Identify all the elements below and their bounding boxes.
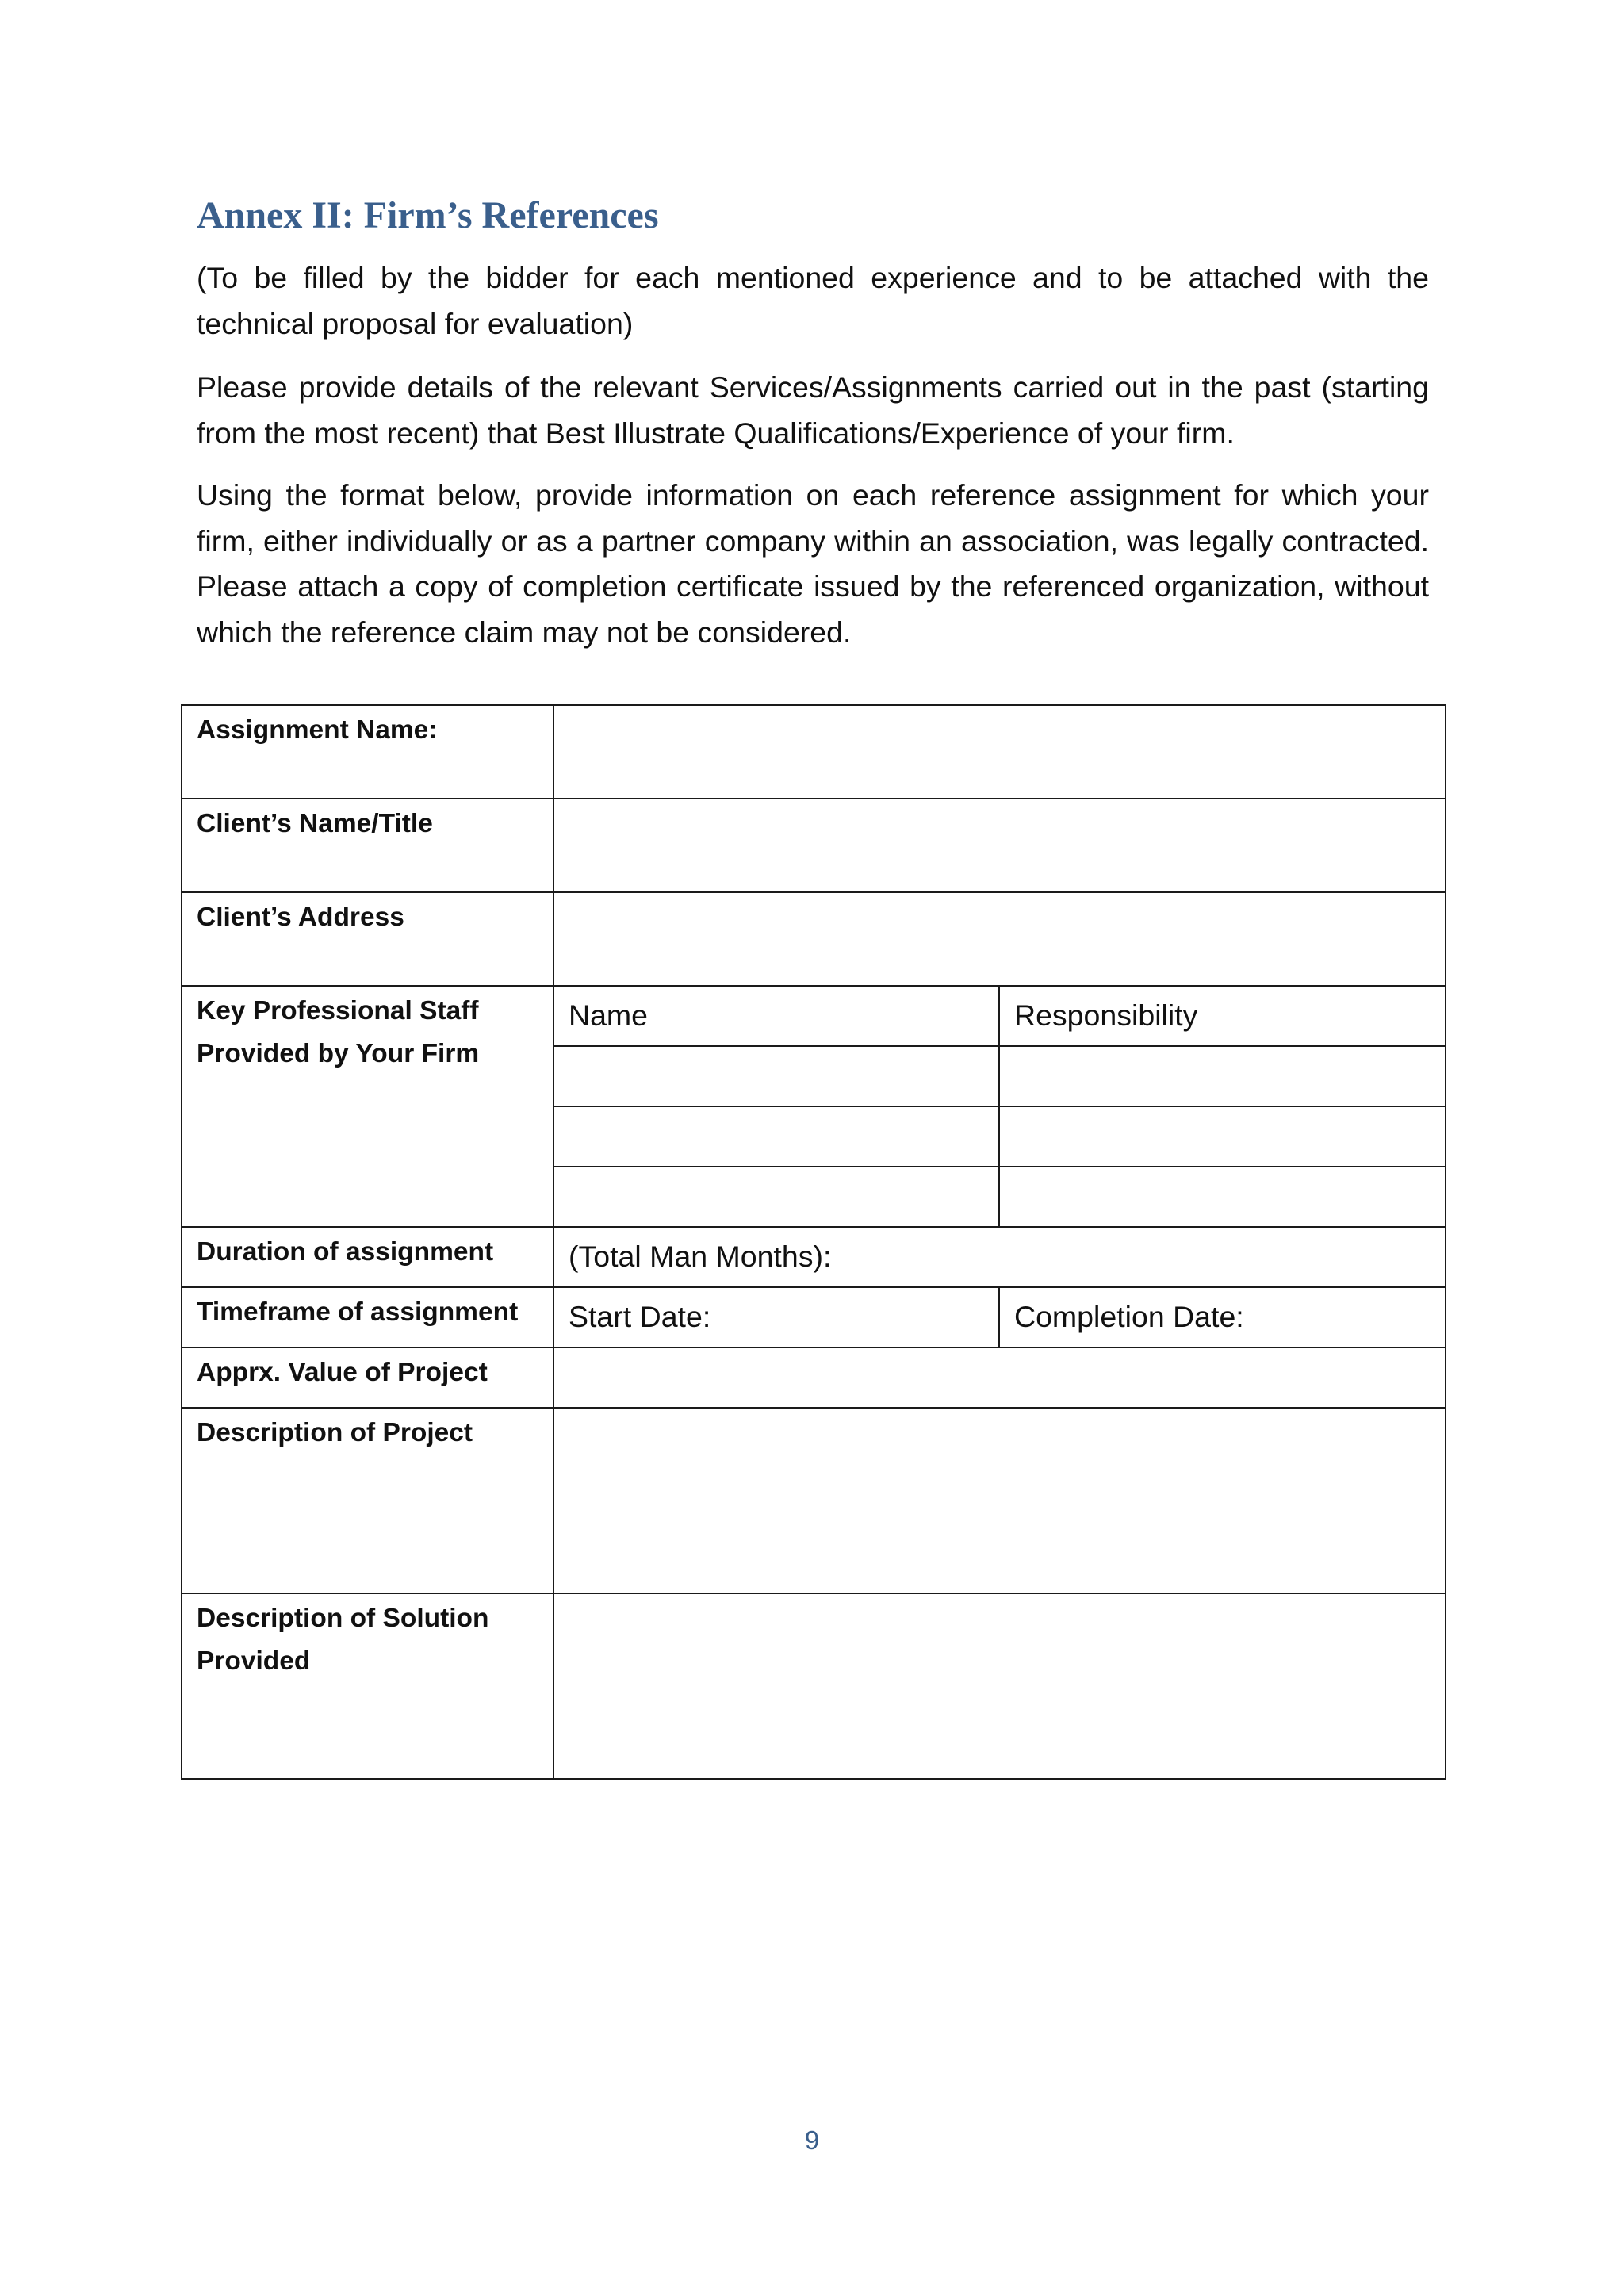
client-address-field[interactable] [553,892,1446,986]
staff-responsibility-header: Responsibility [999,986,1446,1046]
staff-responsibility-field[interactable] [999,1167,1446,1227]
assignment-name-label: Assignment Name: [182,705,553,799]
duration-field[interactable]: (Total Man Months): [553,1227,1446,1287]
client-name-row [182,799,1446,892]
project-description-label: Description of Project [182,1408,553,1593]
client-address-label: Client’s Address [182,892,553,986]
staff-name-field[interactable] [553,1106,999,1167]
staff-name-field[interactable] [553,1167,999,1227]
firm-references-form [181,704,1446,1780]
project-description-field[interactable] [553,1408,1446,1593]
client-address-row [182,892,1446,986]
client-name-label: Client’s Name/Title [182,799,553,892]
staff-responsibility-field[interactable] [999,1106,1446,1167]
format-paragraph: Using the format below, provide information on each reference assignment for which your firm, either individually or as a partner company within an association, was legally contracted. Please attach a copy of completion certificate issued by the referenced organization, without which the reference claim may not be considered. [197,478,1429,649]
duration-row [182,1227,1446,1287]
staff-responsibility-field[interactable] [999,1046,1446,1106]
key-staff-label: Key Professional Staff Provided by Your Firm [182,986,553,1227]
solution-description-row [182,1593,1446,1779]
assignment-name-row [182,705,1446,799]
duration-label: Duration of assignment [182,1227,553,1287]
staff-name-field[interactable] [553,1046,999,1106]
page-title: Annex II: Firm’s References [197,194,659,236]
solution-description-label: Description of Solution Provided [182,1593,553,1779]
start-date-field[interactable]: Start Date: [553,1287,999,1347]
project-value-row [182,1347,1446,1408]
staff-name-header: Name [553,986,999,1046]
project-value-field[interactable] [553,1347,1446,1408]
timeframe-row [182,1287,1446,1347]
project-description-row [182,1408,1446,1593]
key-staff-header-row [182,986,1446,1046]
timeframe-label: Timeframe of assignment [182,1287,553,1347]
page-number: 9 [804,2125,820,2155]
instruction-paragraph: (To be filled by the bidder for each mentioned experience and to be attached with the technical proposal for evaluation) [197,261,1429,340]
assignment-name-field[interactable] [553,705,1446,799]
completion-date-field[interactable]: Completion Date: [999,1287,1446,1347]
client-name-field[interactable] [553,799,1446,892]
solution-description-field[interactable] [553,1593,1446,1779]
details-paragraph: Please provide details of the relevant Services/Assignments carried out in the past (starting from the most recent) that Best Illustrate Qualifications/Experience of your firm. [197,370,1429,450]
project-value-label: Apprx. Value of Project [182,1347,553,1408]
